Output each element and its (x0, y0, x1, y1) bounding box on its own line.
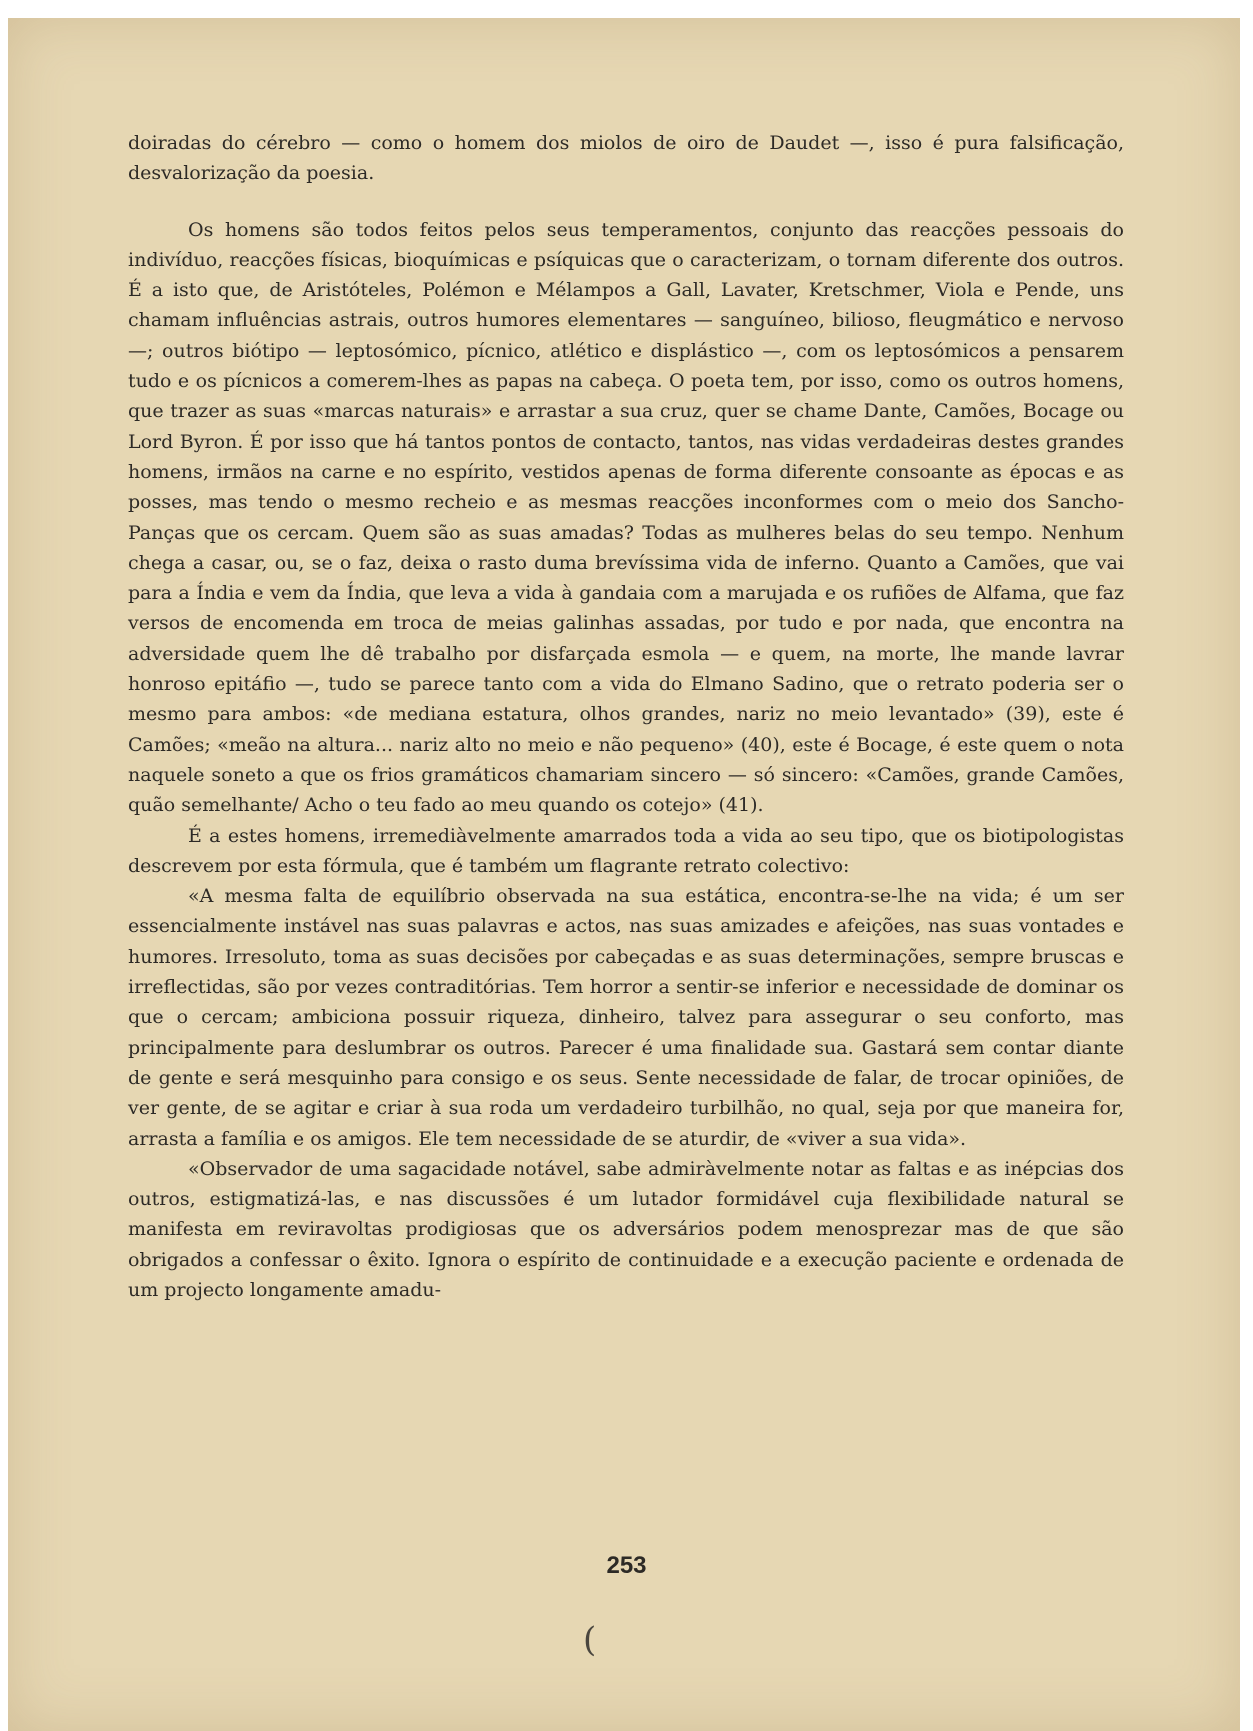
paragraph-quote-instability: «A mesma falta de equilíbrio observada na sua estática, encontra-se-lhe na vida; é um ser essencialmente instável nas suas palavras e actos, nas suas amizades e afeições, nas suas vontades e humores. Irresoluto, toma as suas decisões por cabeçadas e as suas determinações, sempre bruscas e irreflectidas, são por vezes contraditórias. Tem horror a sentir-se inferior e necessidade de dominar os que o cercam; ambiciona possuir riqueza, dinheiro, talvez para assegurar o seu conforto, mas principalmente para deslumbrar os outros. Parecer é uma finalidade sua. Gastará sem contar diante de gente e será mesquinho para consigo e os seus. Sente necessidade de falar, de trocar opiniões, de ver gente, de se agitar e criar à sua roda um verdadeiro turbilhão, no qual, seja por que maneira for, arrasta a família e os amigos. Ele tem necessidade de se aturdir, de «viver a sua vida». (128, 885, 1124, 1150)
paragraph-biotypologists: É a estes homens, irremediàvelmente amarrados toda a vida ao seu tipo, que os biotipologistas descrevem por esta fórmula, que é também um flagrante retrato colectivo: (128, 824, 1124, 877)
paragraph-continuation: doiradas do cérebro — como o homem dos miolos de oiro de Daudet —, isso é pura falsificação, desvalorização da poesia. (128, 132, 1124, 185)
pencil-mark: ( (583, 1620, 597, 1660)
body-text (128, 128, 1124, 1305)
paragraph-quote-observer: «Observador de uma sagacidade notável, sabe admiràvelmente notar as faltas e as inépcias dos outros, estigmatizá-las, e nas discussões é um lutador formidável cuja flexibilidade natural se manifesta em reviravoltas prodigiosas que os adversários podem menosprezar mas de que são obrigados a confessar o êxito. Ignora o espírito de continuidade e a execução paciente e ordenada de um projecto longamente amadu- (128, 1157, 1124, 1301)
page-number: 253 (606, 1552, 647, 1579)
paragraph-temperaments: Os homens são todos feitos pelos seus temperamentos, conjunto das reacções pessoais do indivíduo, reacções físicas, bioquímicas e psíquicas que o caracterizam, o tornam diferente dos outros. É a isto que, de Aristóteles, Polémon e Mélampos a Gall, Lavater, Kretschmer, Viola e Pende, uns chamam influências astrais, outros humores elementares — sanguíneo, bilioso, fleugmático e nervoso —; outros biótipo — leptosómico, pícnico, atlético e displástico —, com os leptosómicos a pensarem tudo e os pícnicos a comerem-lhes as papas na cabeça. O poeta tem, por isso, como os outros homens, que trazer as suas «marcas naturais» e arrastar a sua cruz, quer se chame Dante, Camões, Bocage ou Lord Byron. É por isso que há tantos pontos de contacto, tantos, nas vidas verdadeiras destes grandes homens, irmãos na carne e no espírito, vestidos apenas de forma diferente consoante as épocas e as posses, mas tendo o mesmo recheio e as mesmas reacções inconformes com o meio dos Sancho-Panças que os cercam. Quem são as suas amadas? Todas as mulheres belas do seu tempo. Nenhum chega a casar, ou, se o faz, deixa o rasto duma brevíssima vida de inferno. Quanto a Camões, que vai para a Índia e vem da Índia, que leva a vida à gandaia com a marujada e os rufiões de Alfama, que faz versos de encomenda em troca de meias galinhas assadas, por tudo e por nada, que encontra na adversidade quem lhe dê trabalho por disfarçada esmola — e quem, na morte, lhe mande lavrar honroso epitáfio —, tudo se parece tanto com a vida do Elmano Sadino, que o retrato poderia ser o mesmo para ambos: «de mediana estatura, olhos grandes, nariz no meio levantado» (39), este é Camões; «meão na altura... nariz alto no meio e não pequeno» (40), este é Bocage, é este quem o nota naquele soneto a que os frios gramáticos chamariam sincero — só sincero: «Camões, grande Camões, quão semelhante/ Acho o teu fado ao meu quando os cotejo» (41). (128, 218, 1124, 817)
